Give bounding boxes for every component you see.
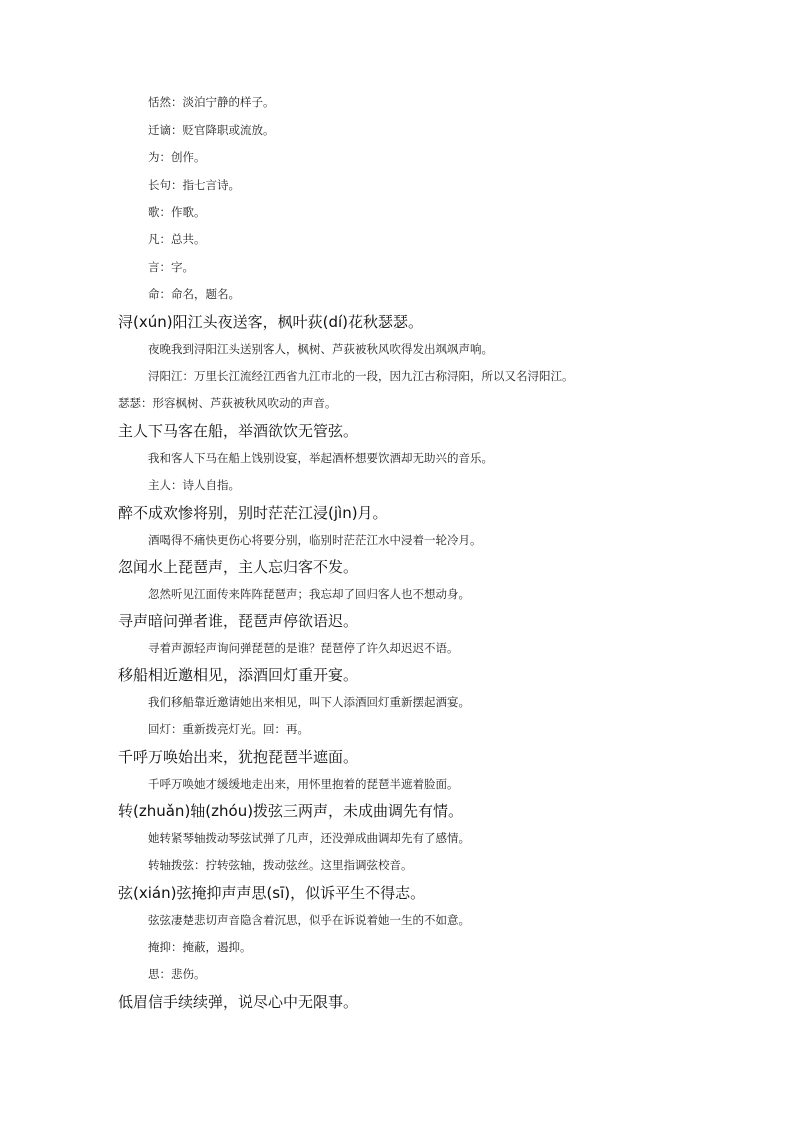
annotation-line: 浔阳江：万里长江流经江西省九江市北的一段，因九江古称浔阳，所以又名浔阳江。: [148, 369, 574, 383]
translation-line: 酒喝得不痛快更伤心将要分别，临别时茫茫江水中浸着一轮冷月。: [148, 533, 482, 547]
annotation-line: 长句：指七言诗。: [148, 178, 240, 192]
verse-line: 寻声暗问弹者谁，琵琶声停欲语迟。: [118, 612, 359, 630]
translation-line: 我和客人下马在船上饯别设宴，举起酒杯想要饮酒却无助兴的音乐。: [148, 451, 493, 465]
verse-line: 主人下马客在船，举酒欲饮无管弦。: [118, 422, 359, 440]
translation-line: 我们移船靠近邀请她出来相见，叫下人添酒回灯重新摆起酒宴。: [148, 695, 470, 709]
annotation-line: 主人：诗人自指。: [148, 478, 240, 492]
annotation-line: 命：命名，题名。: [148, 287, 240, 301]
translation-line: 忽然听见江面传来阵阵琵琶声；我忘却了回归客人也不想动身。: [148, 587, 470, 601]
verse-line: 转(zhuǎn)轴(zhóu)拨弦三两声，未成曲调先有情。: [118, 802, 464, 820]
verse-line: 弦(xián)弦掩抑声声思(sī)，似诉平生不得志。: [118, 884, 426, 902]
annotation-line: 言：字。: [148, 260, 194, 274]
annotation-line: 思：悲伤。: [148, 967, 206, 981]
verse-line: 忽闻水上琵琶声，主人忘归客不发。: [118, 558, 359, 576]
verse-line: 浔(xún)阳江头夜送客，枫叶荻(dí)花秋瑟瑟。: [118, 313, 423, 331]
verse-line: 千呼万唤始出来，犹抱琵琶半遮面。: [118, 748, 359, 766]
verse-line: 移船相近邀相见，添酒回灯重开宴。: [118, 666, 359, 684]
annotation-line: 迁谪：贬官降职或流放。: [148, 123, 275, 137]
translation-line: 弦弦凄楚悲切声音隐含着沉思，似乎在诉说着她一生的不如意。: [148, 913, 470, 927]
annotation-line: 歌：作歌。: [148, 205, 206, 219]
translation-line: 寻着声源轻声询问弹琵琶的是谁？琵琶停了许久却迟迟不语。: [148, 641, 459, 655]
annotation-line: 恬然：淡泊宁静的样子。: [148, 95, 275, 109]
annotation-line: 凡：总共。: [148, 232, 206, 246]
verse-line: 醉不成欢惨将别，别时茫茫江浸(jìn)月。: [118, 504, 388, 522]
translation-line: 夜晚我到浔阳江头送别客人，枫树、芦荻被秋风吹得发出飒飒声响。: [148, 342, 493, 356]
verse-line: 低眉信手续续弹，说尽心中无限事。: [118, 993, 359, 1011]
annotation-line: 转轴拨弦：拧转弦轴，拨动弦丝。这里指调弦校音。: [148, 858, 413, 872]
annotation-line: 掩抑：掩蔽，遏抑。: [148, 940, 252, 954]
translation-line: 她转紧琴轴拨动琴弦试弹了几声，还没弹成曲调却先有了感情。: [148, 831, 470, 845]
annotation-line: 回灯：重新拨亮灯光。回：再。: [148, 722, 309, 736]
annotation-line: 瑟瑟：形容枫树、芦荻被秋风吹动的声音。: [118, 396, 337, 410]
translation-line: 千呼万唤她才缓缓地走出来，用怀里抱着的琵琶半遮着脸面。: [148, 777, 459, 791]
annotation-line: 为：创作。: [148, 150, 206, 164]
